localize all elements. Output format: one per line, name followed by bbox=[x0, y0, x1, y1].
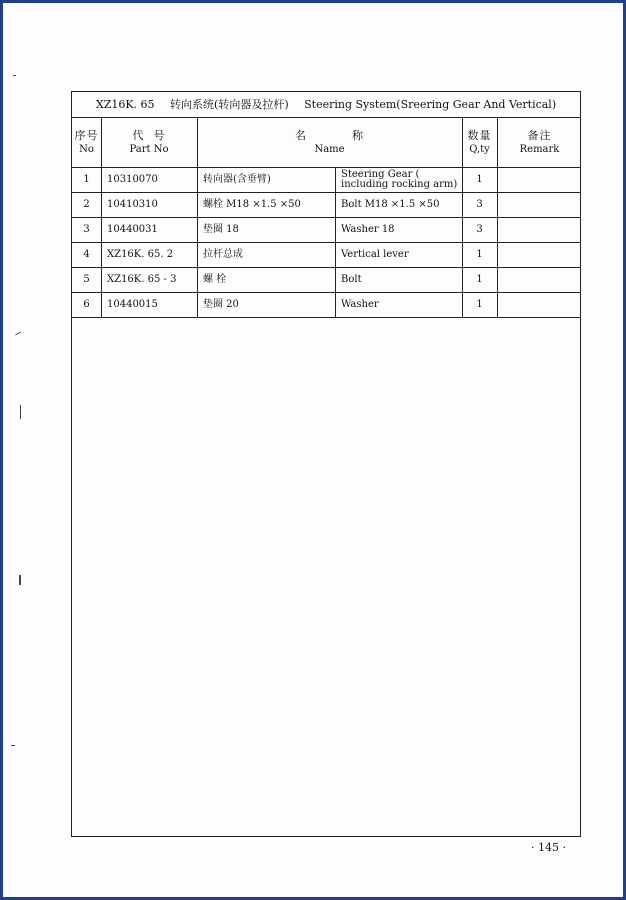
row-no: 4 bbox=[83, 249, 90, 260]
scan-speck bbox=[15, 332, 21, 336]
header-name-zh: 名 称 bbox=[295, 128, 364, 142]
header-remark-zh: 备注 bbox=[527, 128, 552, 142]
header-qty-zh: 数量 bbox=[467, 128, 492, 142]
header-remark-en: Remark bbox=[519, 143, 560, 155]
row-no: 3 bbox=[83, 224, 90, 235]
row-remark bbox=[497, 167, 582, 192]
row-no: 5 bbox=[83, 274, 90, 285]
row-part-no: XZ16K. 65 - 3 bbox=[107, 274, 177, 285]
header-name-en: Name bbox=[314, 143, 345, 155]
row-part-no: 10440015 bbox=[107, 299, 158, 310]
row-name-en: Bolt M18 ×1.5 ×50 bbox=[341, 198, 440, 210]
title-model: XZ16K. 65 bbox=[95, 98, 155, 111]
header-part-no bbox=[101, 117, 197, 167]
scan-speck bbox=[13, 75, 16, 76]
column-divider bbox=[197, 117, 198, 317]
scan-speck bbox=[11, 745, 15, 746]
row-divider bbox=[72, 192, 580, 193]
row-divider bbox=[72, 217, 580, 218]
row-part-no: 10310070 bbox=[107, 174, 158, 185]
row-remark bbox=[497, 242, 582, 267]
row-name-en: Steering Gear ( including rocking arm) bbox=[341, 168, 458, 190]
scan-speck bbox=[19, 575, 21, 585]
parts-table bbox=[71, 91, 581, 837]
row-no: 1 bbox=[83, 174, 90, 185]
column-divider bbox=[497, 117, 498, 317]
table-title bbox=[72, 92, 580, 118]
column-divider bbox=[335, 167, 336, 317]
header-name bbox=[197, 117, 462, 167]
title-name-en: Steering System(Sreering Gear And Vertical) bbox=[304, 98, 557, 111]
title-name-zh: 转向系统(转向器及拉杆) bbox=[170, 98, 289, 111]
row-name-en: Washer bbox=[341, 298, 379, 310]
header-part-en: Part No bbox=[129, 143, 169, 155]
row-name-en: Washer 18 bbox=[341, 223, 395, 235]
row-qty: 3 bbox=[476, 224, 483, 235]
row-remark bbox=[497, 192, 582, 217]
row-name-zh: 垫圈 20 bbox=[203, 299, 239, 310]
row-qty: 3 bbox=[476, 199, 483, 210]
row-qty: 1 bbox=[476, 249, 483, 260]
row-no: 2 bbox=[83, 199, 90, 210]
row-part-no: 10440031 bbox=[107, 224, 158, 235]
row-no: 6 bbox=[83, 299, 90, 310]
row-qty: 1 bbox=[476, 174, 483, 185]
row-divider bbox=[72, 167, 580, 168]
header-seq bbox=[72, 117, 101, 167]
header-seq-en: No bbox=[79, 143, 94, 155]
row-name-en: Vertical lever bbox=[341, 248, 409, 260]
column-divider bbox=[101, 117, 102, 317]
row-qty: 1 bbox=[476, 299, 483, 310]
row-divider bbox=[72, 292, 580, 293]
header-qty-en: Q,ty bbox=[469, 143, 490, 155]
row-divider bbox=[72, 317, 580, 318]
row-name-zh: 螺 栓 bbox=[203, 274, 227, 285]
row-name-en: Bolt bbox=[341, 273, 362, 285]
header-seq-zh: 序号 bbox=[74, 128, 99, 142]
header-qty bbox=[462, 117, 497, 167]
row-name-zh: 转向器(含垂臂) bbox=[203, 174, 271, 185]
row-qty: 1 bbox=[476, 274, 483, 285]
column-divider bbox=[462, 117, 463, 317]
row-part-no: 10410310 bbox=[107, 199, 158, 210]
scan-speck bbox=[20, 405, 21, 419]
row-remark bbox=[497, 267, 582, 292]
row-divider bbox=[72, 242, 580, 243]
row-name-zh: 螺栓 M18 ×1.5 ×50 bbox=[203, 199, 301, 210]
row-remark bbox=[497, 217, 582, 242]
header-part-zh: 代 号 bbox=[132, 128, 166, 142]
header-remark bbox=[497, 117, 582, 167]
row-divider bbox=[72, 267, 580, 268]
row-part-no: XZ16K. 65. 2 bbox=[107, 249, 174, 260]
page-number: · 145 · bbox=[531, 841, 566, 854]
row-name-zh: 拉杆总成 bbox=[203, 249, 243, 260]
row-name-zh: 垫圈 18 bbox=[203, 224, 239, 235]
row-remark bbox=[497, 292, 582, 317]
